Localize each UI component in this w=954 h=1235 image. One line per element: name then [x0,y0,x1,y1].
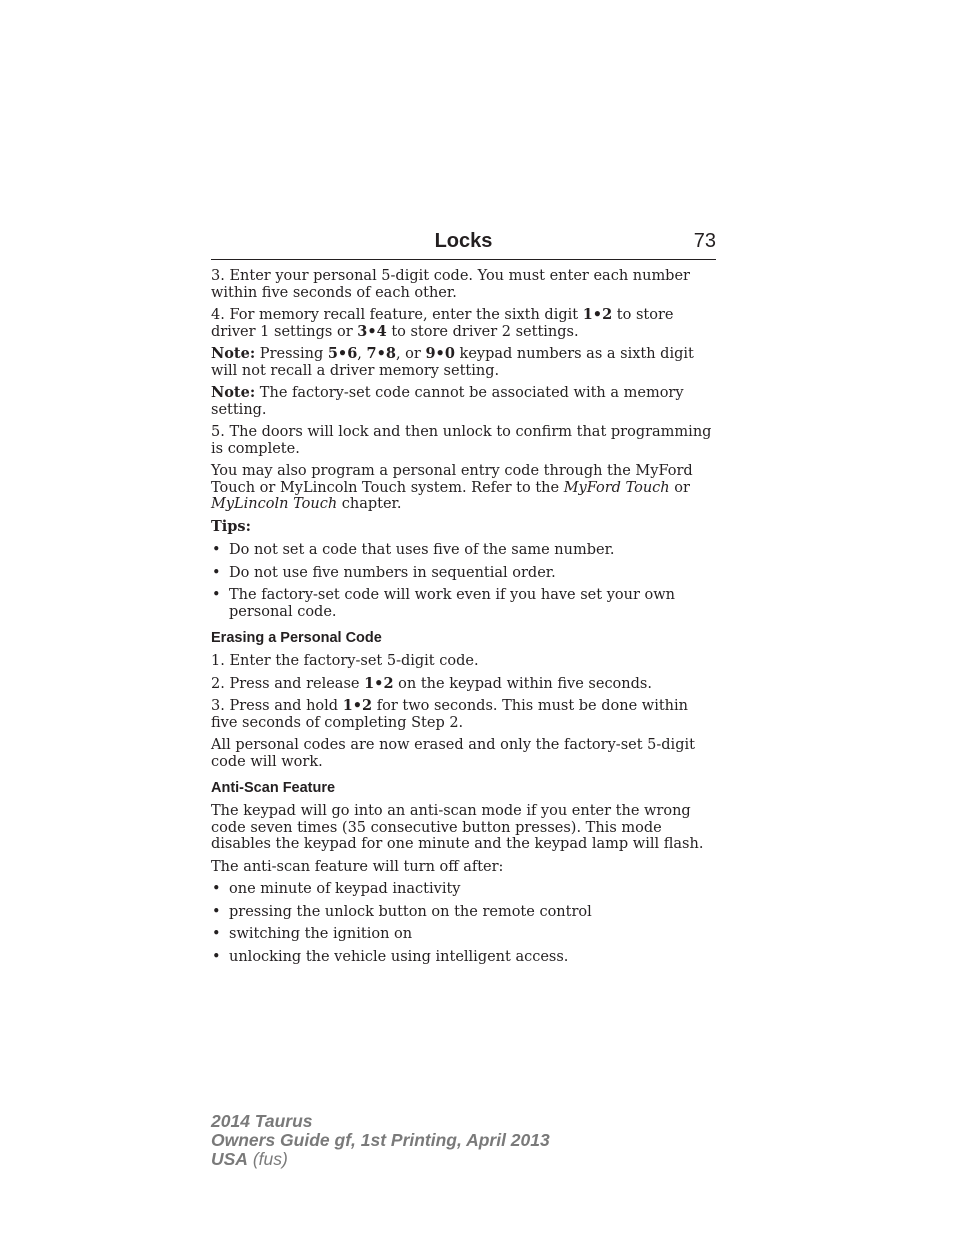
erasing-step-3: 3. Press and hold 1•2 for two seconds. This must be done within five seconds of completing Step 2. [211,697,688,731]
footer-market: USA (fus) [211,1149,288,1169]
list-item: • pressing the unlock button on the remote control [212,903,592,920]
erasing-step-2: 2. Press and release 1•2 on the keypad within five seconds. [211,674,652,692]
anti-scan-list [211,881,716,965]
erasing-step-1: 1. Enter the factory-set 5-digit code. [211,653,479,669]
keypad-code: 9•0 [425,345,455,362]
anti-scan-heading: Anti-Scan Feature [211,780,336,796]
keypad-code: 5•6 [327,345,358,362]
page-header [211,228,716,260]
keypad-code: 7•8 [366,345,396,362]
footer-printing: Owners Guide gf, 1st Printing, April 2013 [211,1130,550,1150]
list-item: • one minute of keypad inactivity [212,881,461,897]
note-memory-recall: Note: Pressing 5•6, 7•8, or 9•0 keypad numbers as a sixth digit will not recall a driver memory setting. [211,345,694,379]
tips-list [211,542,716,620]
keypad-code: 1•2 [342,697,373,714]
step-3-paragraph: 3. Enter your personal 5-digit code. You must enter each number within five seconds of each other. [211,268,690,301]
list-item: • unlocking the vehicle using intelligent access. [212,948,569,965]
step-4-paragraph: 4. For memory recall feature, enter the sixth digit 1•2 to store driver 1 settings or 3•4 to store driver 2 settings. [211,306,674,340]
tips-label: Tips: [211,517,251,535]
keypad-code: 3•4 [357,322,387,340]
chapter-reference: MyFord Touch [563,479,670,496]
note-factory-code: Note: The factory-set code cannot be associated with a memory setting. [211,384,684,418]
page-footer [211,1112,550,1169]
page-content [211,268,716,971]
chapter-reference: MyLincoln Touch [211,496,338,512]
anti-scan-turn-off: The anti-scan feature will turn off after: [211,858,504,875]
page-number: 73 [693,230,716,252]
list-item: • Do not set a code that uses five of the same number. [212,542,615,558]
note-label: Note: [211,345,256,362]
erasing-heading: Erasing a Personal Code [211,630,382,646]
step-5-paragraph: 5. The doors will lock and then unlock to confirm that programming is complete. [211,424,712,457]
section-title: Locks [434,230,493,252]
erasing-result: All personal codes are now erased and only the factory-set 5-digit code will work. [211,737,695,770]
list-item: • switching the ignition on [212,926,413,942]
note-label: Note: [211,384,256,401]
keypad-code: 1•2 [582,306,613,323]
footer-model: 2014 Taurus [211,1111,313,1131]
myford-touch-paragraph: You may also program a personal entry code through the MyFord Touch or MyLincoln Touch system. Refer to the MyFord Touch or MyLincoln Touch chapter. [211,463,693,512]
anti-scan-description: The keypad will go into an anti-scan mode if you enter the wrong code seven times (35 consecutive button presses). This mode disables the keypad for one minute and the keypad lamp will flash. [211,803,704,852]
list-item: • Do not use five numbers in sequential order. [212,564,556,581]
keypad-code: 1•2 [364,674,394,692]
list-item: • The factory-set code will work even if you have set your own personal code. [212,587,675,620]
